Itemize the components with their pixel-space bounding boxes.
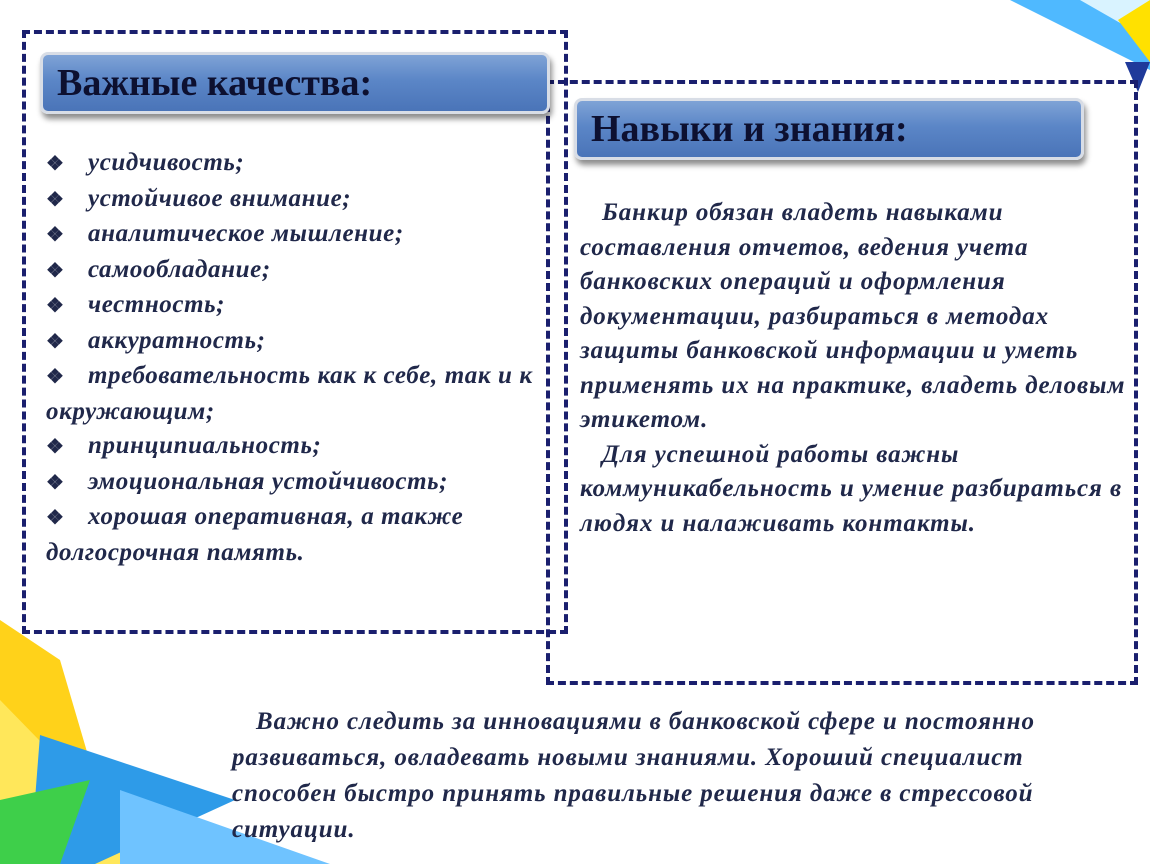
quality-item: ❖ честность;: [46, 288, 536, 324]
diamond-bullet-icon: ❖: [46, 507, 65, 529]
diamond-bullet-icon: ❖: [46, 295, 65, 317]
diamond-bullet-icon: ❖: [46, 436, 65, 458]
diamond-bullet-icon: ❖: [46, 259, 65, 282]
diamond-bullet-icon: ❖: [46, 153, 65, 175]
quality-item: ❖ хорошая оперативная, а также долгосрочная память.: [46, 503, 464, 566]
skills-paragraph: Банкир обязан владеть навыками составления отчетов, ведения учета банковских операций и оформления документации, разбираться в методах защиты банковской информации и уметь применять их на практике, владеть деловым этикетом.: [580, 199, 1126, 433]
diamond-bullet-icon: ❖: [46, 224, 65, 246]
quality-item: ❖ принципиальность;: [46, 429, 536, 465]
quality-item: ❖ самообладание;: [46, 253, 536, 289]
quality-item: ❖ усидчивость;: [46, 146, 536, 182]
quality-item: ❖ требовательность как к себе, так и к окружающим;: [46, 362, 533, 425]
qualities-list: [46, 146, 536, 570]
diamond-bullet-icon: ❖: [46, 188, 65, 211]
diamond-bullet-icon: ❖: [46, 366, 65, 388]
diamond-bullet-icon: ❖: [46, 471, 65, 494]
quality-item: ❖ эмоциональная устойчивость;: [46, 465, 536, 501]
bottom-note: Важно следить за инновациями в банковской сфере и постоянно развиваться, овладевать новыми знаниями. Хороший специалист способен быстро принять правильные решения даже в стрессовой ситуации.: [232, 708, 1035, 843]
skills-header: Навыки и знания:: [574, 98, 1084, 160]
qualities-header: Важные качества:: [40, 52, 550, 114]
diamond-bullet-icon: ❖: [46, 330, 65, 353]
quality-item: ❖ устойчивое внимание;: [46, 182, 536, 218]
quality-item: ❖ аналитическое мышление;: [46, 217, 536, 253]
skills-paragraph: Для успешной работы важны коммуникабельность и умение разбираться в людях и налаживать контакты.: [580, 440, 1123, 537]
skills-text: [580, 196, 1128, 541]
quality-item: ❖ аккуратность;: [46, 324, 536, 360]
